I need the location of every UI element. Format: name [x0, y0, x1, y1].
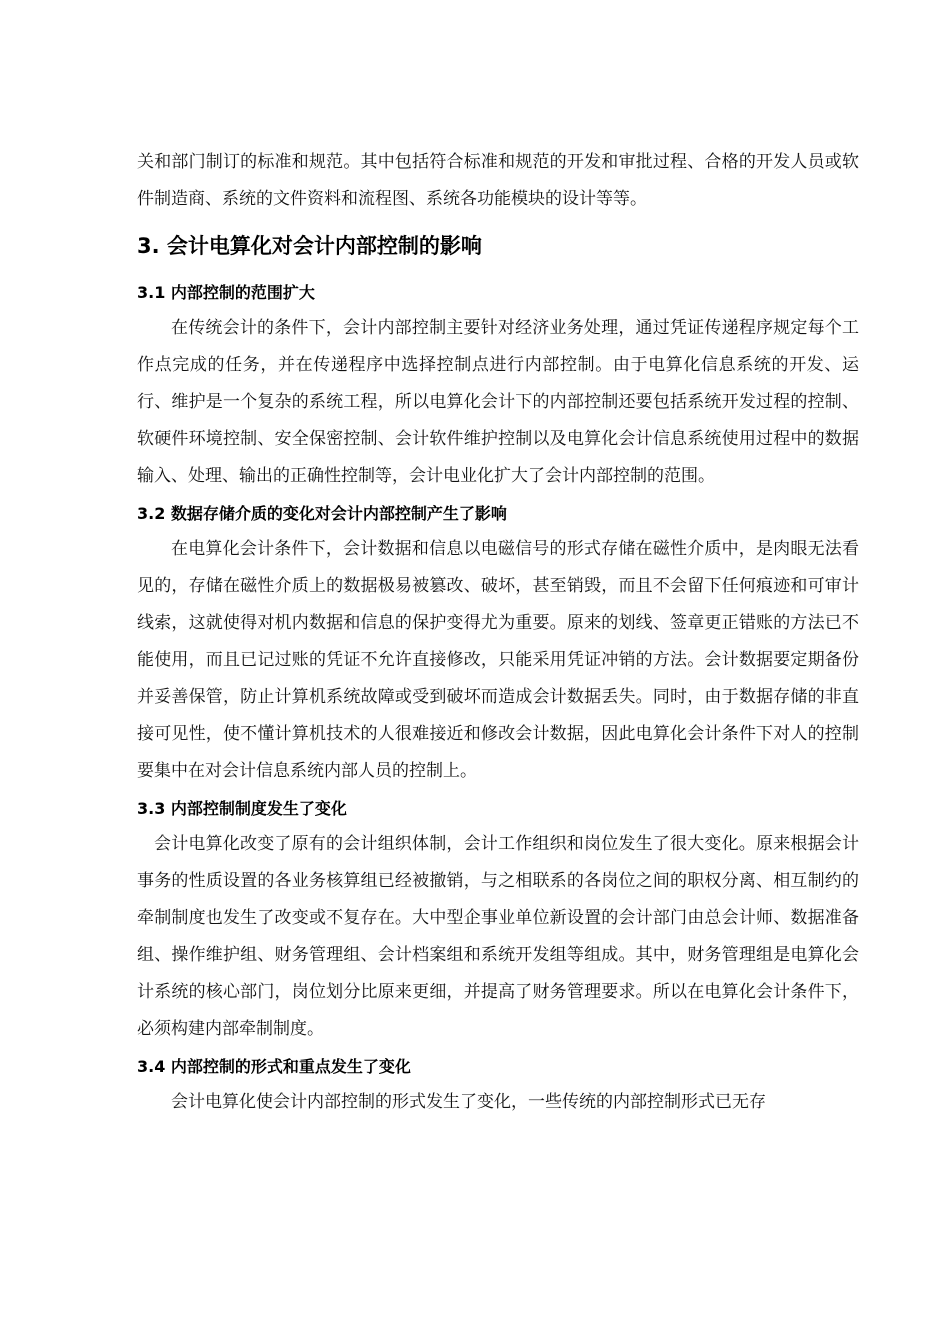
section-3-4-paragraph: 会计电算化使会计内部控制的形式发生了变化，一些传统的内部控制形式已无存 [171, 1092, 766, 1112]
section-3-2-paragraph: 在电算化会计条件下，会计数据和信息以电磁信号的形式存储在磁性介质中，是肉眼无法看见的，存储在磁性介质上的数据极易被篡改、破坏，甚至销毁，而且不会留下任何痕迹和可审计线索，这就使得对机内数据和信息的保护变得尤为重要。原来的划线、签章更正错账的方法已不能使用，而且已记过账的凭证不允许直接修改，只能采用凭证冲销的方法。会计数据要定期备份并妥善保管，防止计算机系统故障或受到破坏而造成会计数据丢失。同时，由于数据存储的非直接可见性，使不懂计算机技术的人很难接近和修改会计数据，因此电算化会计条件下对人的控制要集中在对会计信息系统内部人员的控制上。 [137, 539, 859, 781]
section-3-1-heading: 3.1 内部控制的范围扩大 [137, 283, 315, 302]
section-3-1-paragraph: 在传统会计的条件下，会计内部控制主要针对经济业务处理，通过凭证传递程序规定每个工作点完成的任务，并在传递程序中选择控制点进行内部控制。由于电算化信息系统的开发、运行、维护是一个复杂的系统工程，所以电算化会计下的内部控制还要包括系统开发过程的控制、软硬件环境控制、安全保密控制、会计软件维护控制以及电算化会计信息系统使用过程中的数据输入、处理、输出的正确性控制等，会计电业化扩大了会计内部控制的范围。 [137, 318, 859, 486]
section-3-heading: 3. 会计电算化对会计内部控制的影响 [137, 234, 482, 258]
section-3-2-heading: 3.2 数据存储介质的变化对会计内部控制产生了影响 [137, 504, 507, 523]
continuation-paragraph: 关和部门制订的标准和规范。其中包括符合标准和规范的开发和审批过程、合格的开发人员或软件制造商、系统的文件资料和流程图、系统各功能模块的设计等等。 [137, 152, 859, 209]
section-3-3-paragraph: 会计电算化改变了原有的会计组织体制，会计工作组织和岗位发生了很大变化。原来根据会计事务的性质设置的各业务核算组已经被撤销，与之相联系的各岗位之间的职权分离、相互制约的牵制制度也发生了改变或不复存在。大中型企事业单位新设置的会计部门由总会计师、数据准备组、操作维护组、财务管理组、会计档案组和系统开发组等组成。其中，财务管理组是电算化会计系统的核心部门，岗位划分比原来更细，并提高了财务管理要求。所以在电算化会计条件下，必须构建内部牵制制度。 [137, 834, 859, 1039]
section-3-3-heading: 3.3 内部控制制度发生了变化 [137, 799, 347, 818]
document-body [137, 144, 859, 1121]
section-3-4-heading: 3.4 内部控制的形式和重点发生了变化 [137, 1057, 411, 1076]
